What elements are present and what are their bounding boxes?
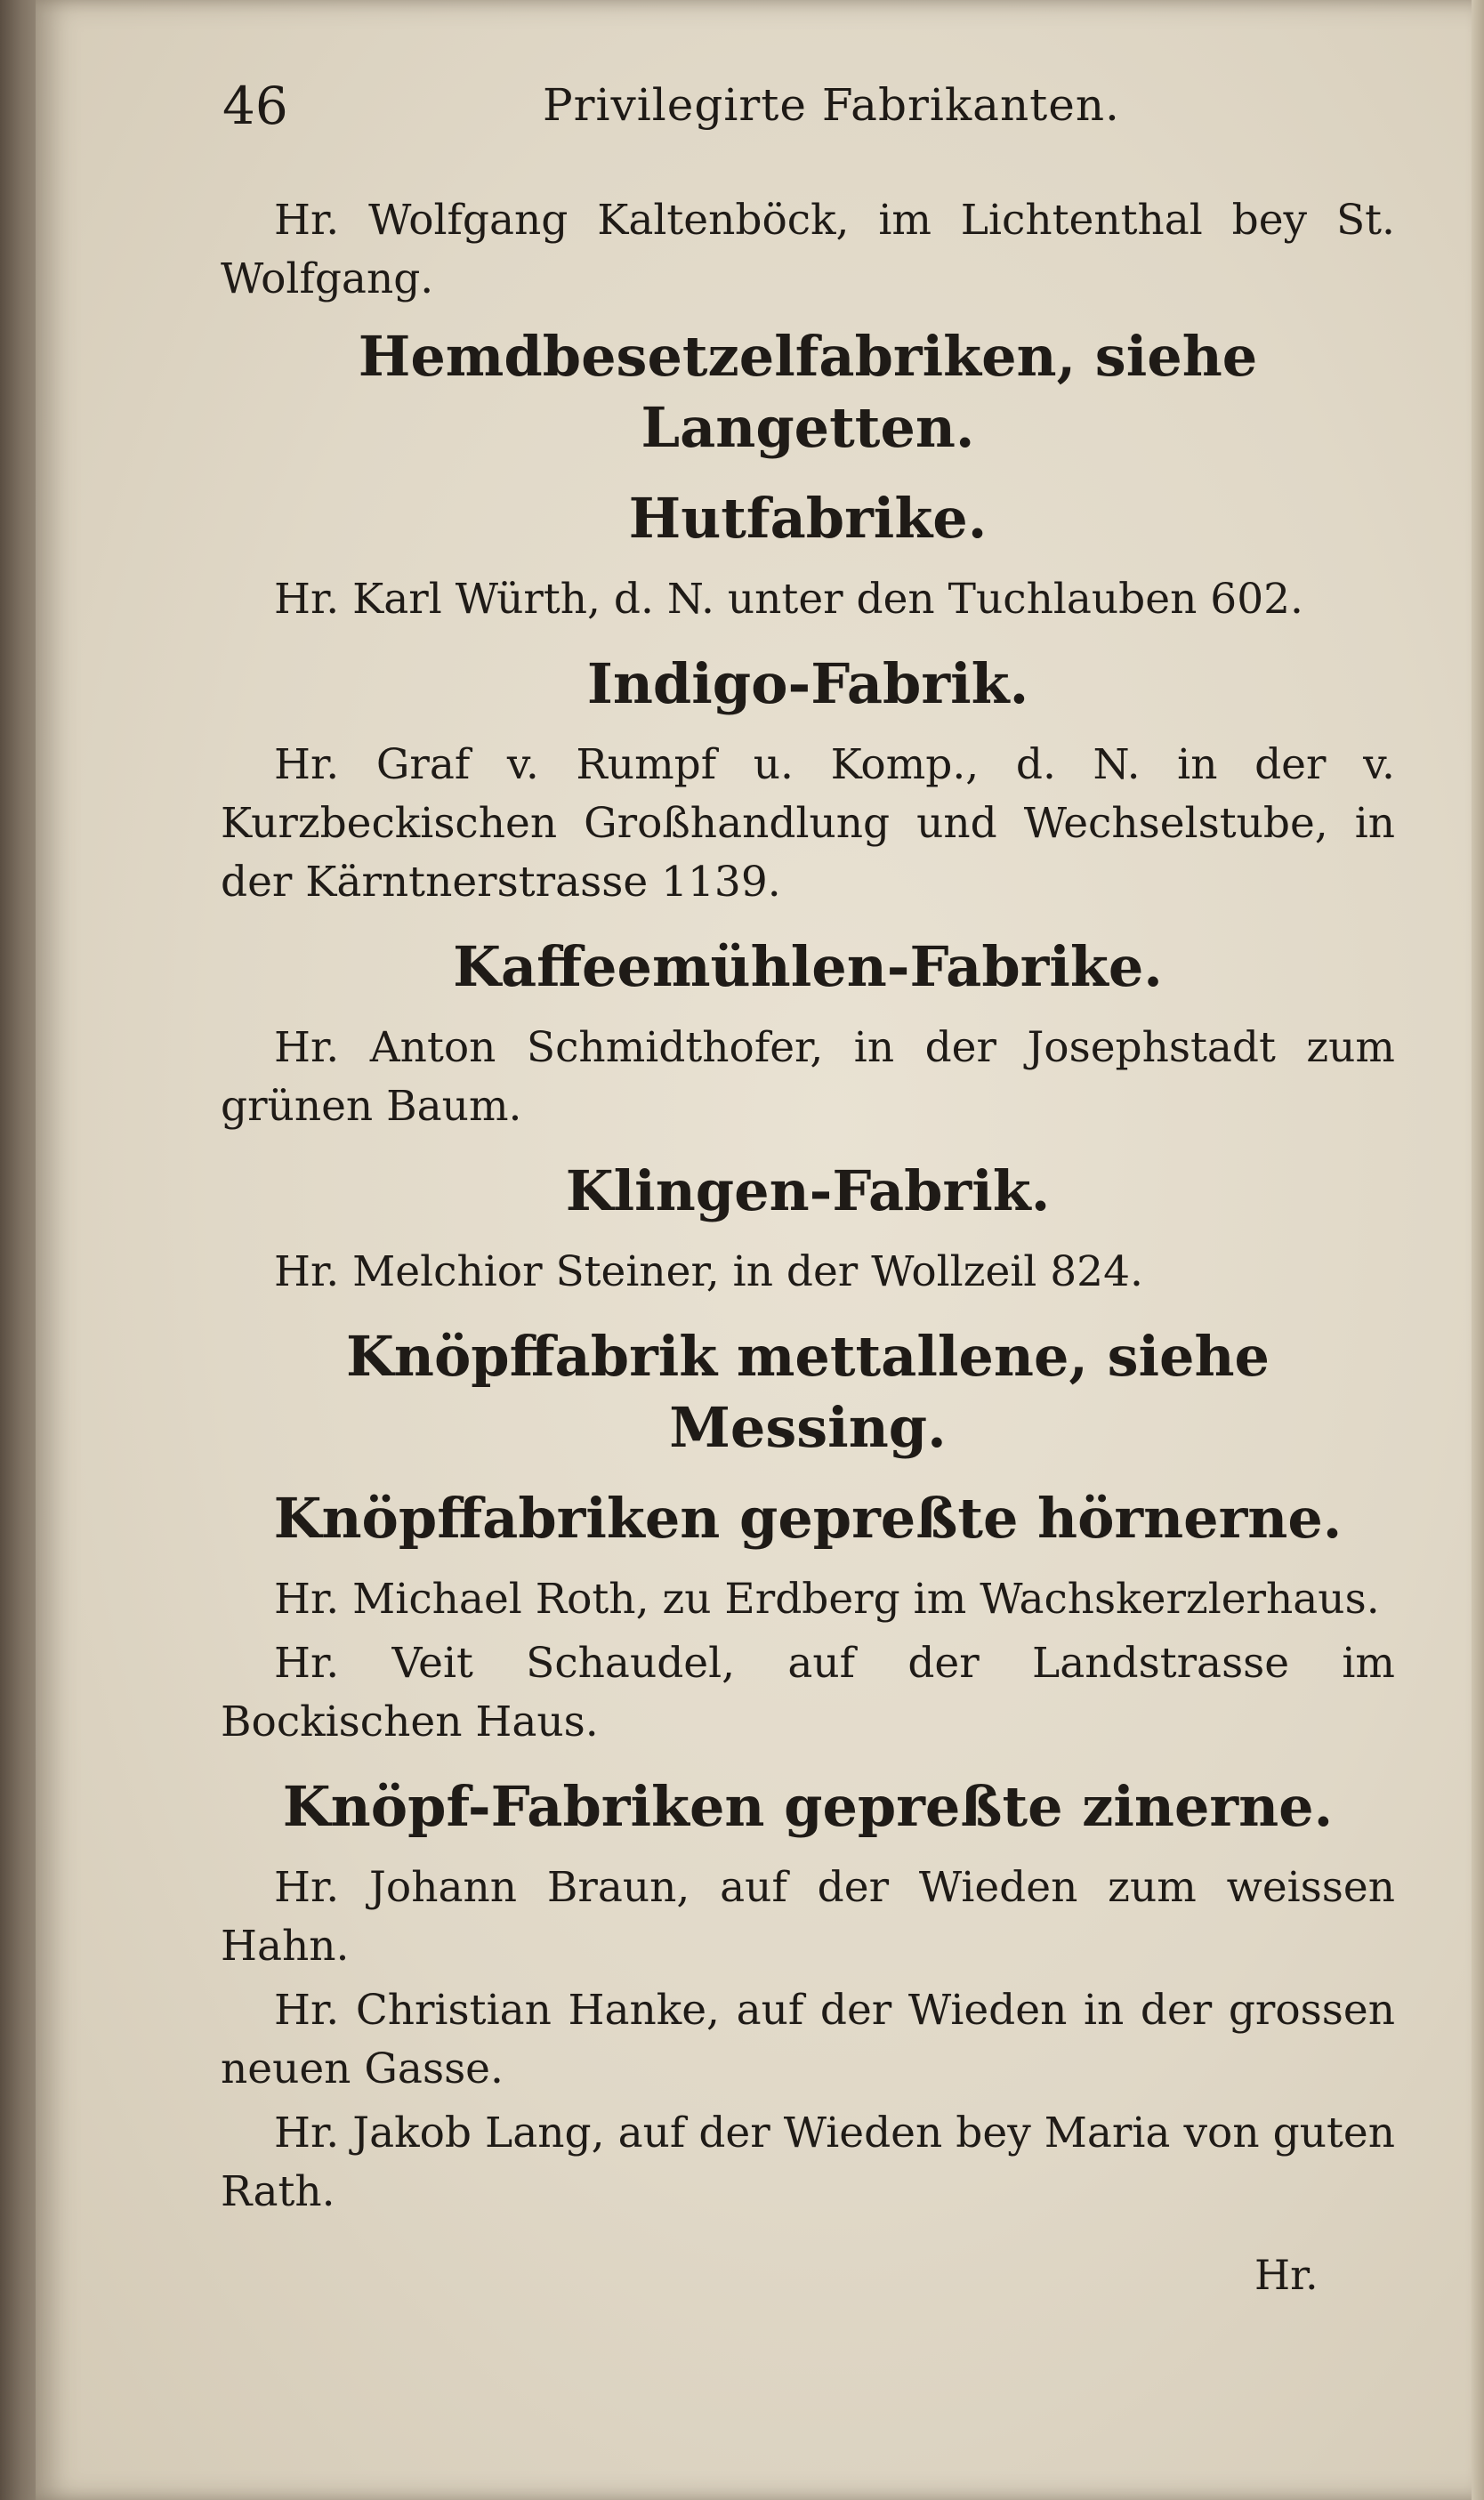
page-content (221, 191, 1395, 2227)
entry-line: Hr. Karl Würth, d. N. unter den Tuchlauben 602. (274, 575, 1303, 624)
entry-line: Hr. Veit Schaudel, auf der Landstrasse im Bockischen Haus. (221, 1639, 1395, 1746)
entry-line: Hr. Graf v. Rumpf u. Komp., d. N. in der v. Kurzbeckischen Großhandlung und Wechselstube, in der Kärntnerstrasse 1139. (221, 740, 1395, 907)
page-edge (1472, 0, 1484, 2500)
entry-line: Hr. Michael Roth, zu Erdberg im Wachskerzlerhaus. (274, 1575, 1380, 1624)
section-heading: Hemdbesetzelfabriken, siehe Langetten. (358, 324, 1258, 460)
page-header (222, 76, 1121, 147)
section-heading: Kaffeemühlen-Fabrike. (453, 934, 1163, 999)
entry-line: Hr. Christian Hanke, auf der Wieden in der grossen neuen Gasse. (221, 1986, 1395, 2093)
page-number: 46 (222, 76, 288, 136)
catchword: Hr. (1254, 2251, 1319, 2299)
entry-line: Hr. Anton Schmidthofer, in der Josephstadt zum grünen Baum. (221, 1023, 1395, 1131)
running-title: Privilegirte Fabrikanten. (543, 79, 1120, 131)
section-heading: Knöpf-Fabriken gepreßte zinerne. (282, 1774, 1334, 1839)
section-heading: Klingen-Fabrik. (565, 1158, 1051, 1223)
entry-line: Hr. Wolfgang Kaltenböck, im Lichtenthal bey St. Wolfgang. (221, 196, 1395, 303)
section-heading: Knöpffabrik mettallene, siehe Messing. (345, 1324, 1270, 1460)
entry-line: Hr. Melchior Steiner, in der Wollzeil 824. (274, 1247, 1143, 1296)
entry-line: Hr. Jakob Lang, auf der Wieden bey Maria von guten Rath. (221, 2109, 1395, 2216)
section-heading: Hutfabrike. (628, 486, 988, 551)
section-heading: Knöpffabriken gepreßte hörnerne. (273, 1486, 1343, 1551)
entry-line: Hr. Johann Braun, auf der Wieden zum weissen Hahn. (221, 1863, 1395, 1971)
section-heading: Indigo-Fabrik. (586, 651, 1029, 716)
